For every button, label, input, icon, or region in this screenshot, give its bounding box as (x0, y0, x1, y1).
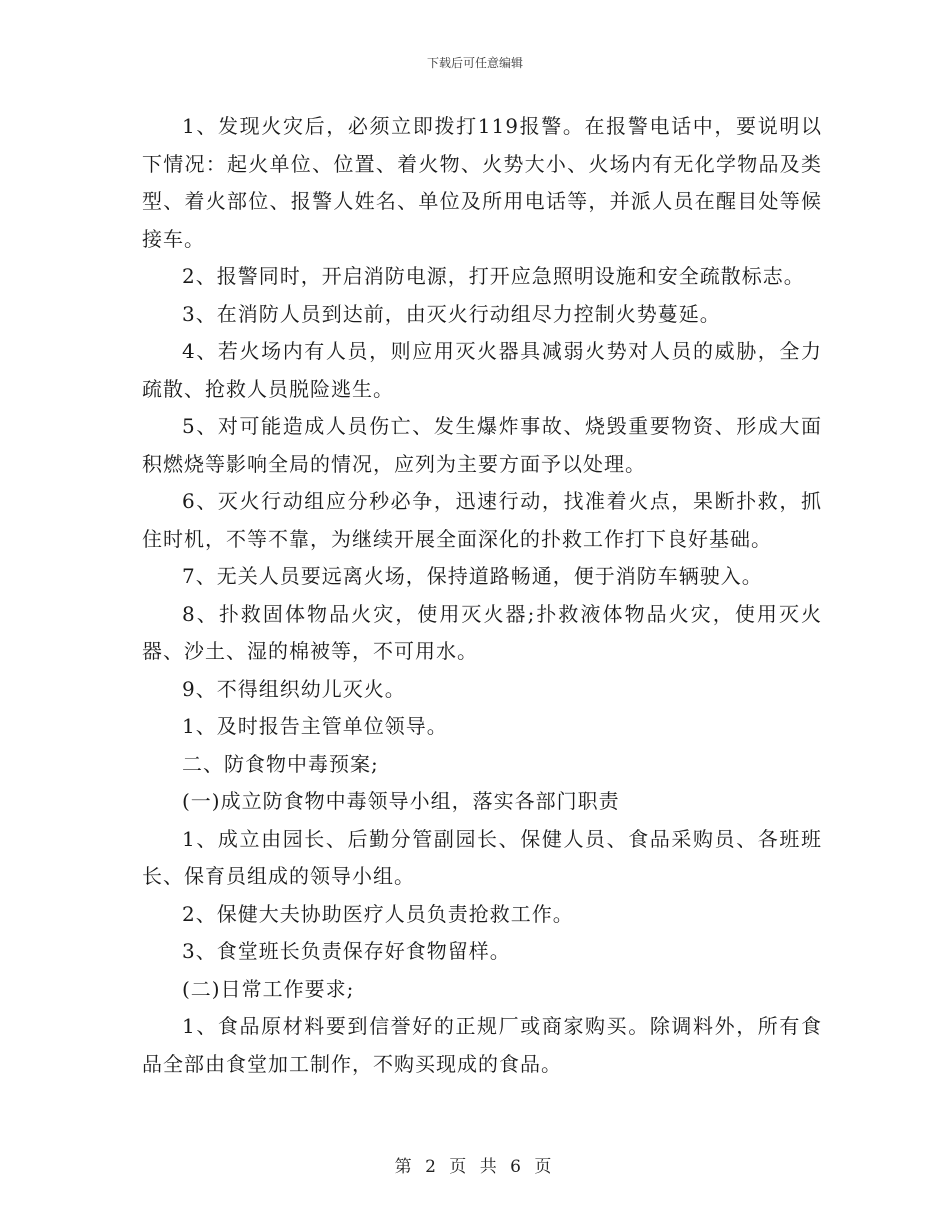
paragraph: 1、发现火灾后，必须立即拨打119报警。在报警电话中，要说明以下情况：起火单位、位置、着火物、火势大小、火场内有无化学物品及类型、着火部位、报警人姓名、单位及所用电话等，并派人员在醒目处等候接车。 (142, 114, 822, 251)
paragraph: 3、在消防人员到达前，由灭火行动组尽力控制火势蔓延。 (182, 301, 721, 326)
paragraph: 2、保健大夫协助医疗人员负责抢救工作。 (182, 901, 574, 926)
document-body (142, 108, 822, 1083)
paragraph: 7、无关人员要远离火场，保持道路畅通，便于消防车辆驶入。 (182, 564, 763, 588)
subsection-heading: (一)成立防食物中毒领导小组，落实各部门职责 (182, 789, 620, 813)
paragraph: 1、食品原材料要到信誉好的正规厂或商家购买。除调料外，所有食品全部由食堂加工制作，不购买现成的食品。 (142, 1014, 822, 1076)
paragraph: 4、若火场内有人员，则应用灭火器具减弱火势对人员的威胁，全力疏散、抢救人员脱险逃生。 (142, 339, 822, 401)
paragraph: 3、食堂班长负责保存好食物留样。 (182, 939, 511, 963)
paragraph: 8、扑救固体物品火灾，使用灭火器;扑救液体物品火灾，使用灭火器、沙土、湿的棉被等，不可用水。 (142, 601, 822, 663)
paragraph: 1、及时报告主管单位领导。 (182, 714, 448, 738)
section-heading: 二、防食物中毒预案; (182, 751, 379, 776)
page-footer: 第 2 页 共 6 页 (394, 1157, 556, 1177)
paragraph: 9、不得组织幼儿灭火。 (182, 676, 406, 701)
paragraph: 1、成立由园长、后勤分管副园长、保健人员、食品采购员、各班班长、保育员组成的领导小组。 (142, 826, 822, 888)
paragraph: 2、报警同时，开启消防电源，打开应急照明设施和安全疏散标志。 (182, 264, 805, 288)
paragraph: 5、对可能造成人员伤亡、发生爆炸事故、烧毁重要物资、形成大面积燃烧等影响全局的情况，应列为主要方面予以处理。 (142, 414, 822, 476)
page-header: 下载后可任意编辑 (426, 56, 523, 70)
subsection-heading: (二)日常工作要求; (182, 976, 355, 1001)
paragraph: 6、灭火行动组应分秒必争，迅速行动，找准着火点，果断扑救，抓住时机，不等不靠，为继续开展全面深化的扑救工作打下良好基础。 (142, 489, 822, 551)
